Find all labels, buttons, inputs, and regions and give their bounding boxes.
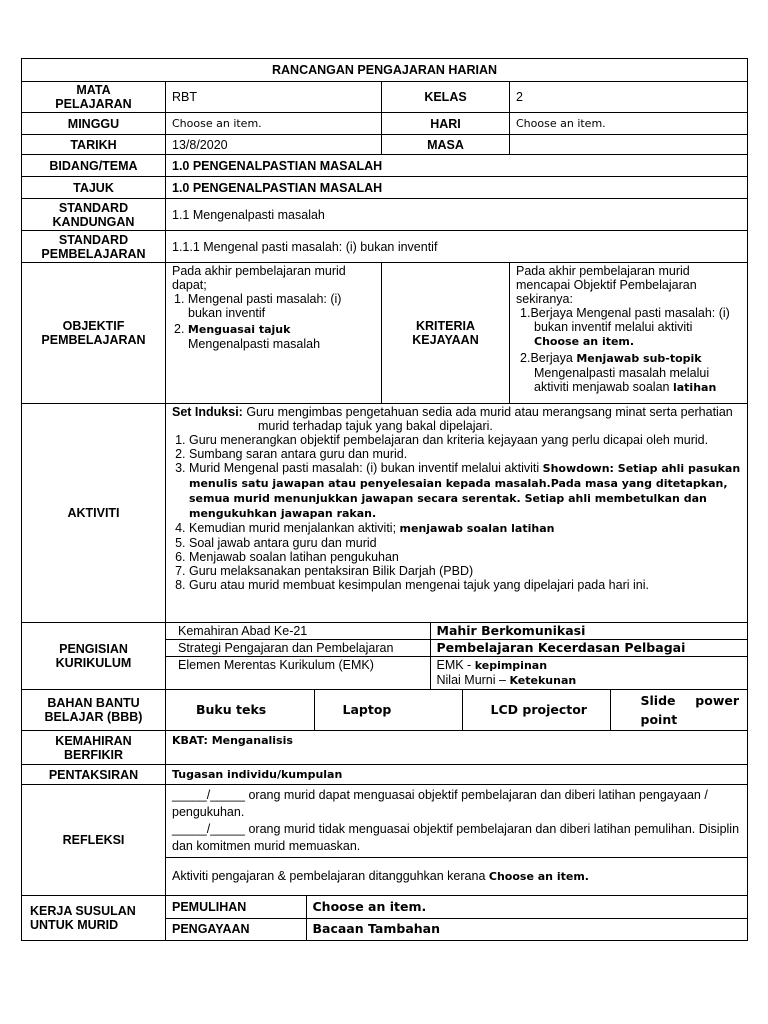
kelas-value[interactable]: 2: [510, 82, 748, 113]
aktiviti-steps: [172, 433, 741, 592]
kriteria-intro: Pada akhir pembelajaran murid mencapai Objektif Pembelajaran sekiranya:: [516, 264, 697, 306]
bbb-label: BAHAN BANTU BELAJAR (BBB): [22, 690, 166, 731]
bbb-content: [166, 690, 748, 731]
kriteria-content[interactable]: [510, 263, 748, 404]
bbb-item[interactable]: LCD projector: [462, 690, 610, 730]
minggu-label: MINGGU: [22, 113, 166, 135]
bbb-item[interactable]: Slide power point: [610, 690, 747, 730]
aktiviti-content[interactable]: [166, 404, 748, 623]
susulan-content: [166, 896, 748, 941]
standard-pembelajaran-label: STANDARD PEMBELAJARAN: [22, 231, 166, 263]
kriteria-label: KRITERIA KEJAYAAN: [382, 263, 510, 404]
pengisian-r2-label: Strategi Pengajaran dan Pembelajaran: [166, 640, 430, 657]
aktiviti-step: 3. Murid Mengenal pasti masalah: (i) bukan inventif melalui aktiviti Showdown: Setiap ahli pasukan menulis satu jawapan atau penyelesaian kepada masalah.Pada masa yang ditetapkan, semua murid menunjukkan jawapan secara serentak. Setiap ahli membetulkan dan mengukuhkan jawapan rakan.: [189, 461, 741, 521]
masa-label: MASA: [382, 135, 510, 155]
minggu-dropdown[interactable]: Choose an item.: [166, 113, 382, 135]
objektif-content[interactable]: [166, 263, 382, 404]
tarikh-label: TARIKH: [22, 135, 166, 155]
standard-pembelajaran-value[interactable]: 1.1.1 Mengenal pasti masalah: (i) bukan inventif: [166, 231, 748, 263]
pengisian-r2-value[interactable]: Pembelajaran Kecerdasan Pelbagai: [430, 640, 747, 657]
bidang-value[interactable]: 1.0 PENGENALPASTIAN MASALAH: [166, 155, 748, 177]
kriteria-item-2: 2.Berjaya Menjawab sub-topik Mengenalpasti masalah melalui aktiviti menjawab soalan latihan: [520, 351, 717, 394]
lesson-plan-table: [21, 58, 748, 941]
bidang-label: BIDANG/TEMA: [22, 155, 166, 177]
objektif-label: OBJEKTIF PEMBELAJARAN: [22, 263, 166, 404]
masa-value[interactable]: [510, 135, 748, 155]
tarikh-value[interactable]: 13/8/2020: [166, 135, 382, 155]
set-induksi: Set Induksi: Guru mengimbas pengetahuan sedia ada murid atau merangsang minat serta perhatian murid terhadap tajuk yang bakal dipelajari.: [172, 405, 733, 433]
aktiviti-step: 4. Kemudian murid menjalankan aktiviti; menjawab soalan latihan: [189, 521, 741, 536]
mata-pelajaran-label: MATA PELAJARAN: [22, 82, 166, 113]
aktiviti-step: 7. Guru melaksanakan pentaksiran Bilik Darjah (PBD): [189, 564, 741, 578]
pengayaan-value[interactable]: Bacaan Tambahan: [306, 918, 747, 940]
kriteria-item-1: 1.Berjaya Mengenal pasti masalah: (i) bukan inventif melalui aktiviti Choose an item.: [520, 306, 730, 348]
pengisian-r3-label: Elemen Merentas Kurikulum (EMK): [166, 657, 430, 690]
aktiviti-step: 1. Guru menerangkan objektif pembelajaran dan kriteria kejayaan yang perlu dicapai oleh murid.: [189, 433, 741, 447]
aktiviti-step: 8. Guru atau murid membuat kesimpulan mengenai tajuk yang dipelajari pada hari ini.: [189, 578, 741, 592]
pengisian-label: PENGISIAN KURIKULUM: [22, 623, 166, 690]
susulan-label: KERJA SUSULAN UNTUK MURID: [22, 896, 166, 941]
bbb-item[interactable]: Laptop: [314, 690, 462, 730]
pengisian-r1-value[interactable]: Mahir Berkomunikasi: [430, 623, 747, 640]
kelas-label: KELAS: [382, 82, 510, 113]
pengisian-r1-label: Kemahiran Abad Ke-21: [166, 623, 430, 640]
tajuk-value[interactable]: 1.0 PENGENALPASTIAN MASALAH: [166, 177, 748, 199]
pentaksiran-label: PENTAKSIRAN: [22, 765, 166, 785]
standard-kandungan-label: STANDARD KANDUNGAN: [22, 199, 166, 231]
pemulihan-label: PEMULIHAN: [166, 896, 306, 918]
objektif-item-1: 1. Mengenal pasti masalah: (i) bukan inventif: [174, 292, 342, 320]
aktiviti-step: 5. Soal jawab antara guru dan murid: [189, 536, 741, 550]
refleksi-line-3[interactable]: Aktiviti pengajaran & pembelajaran ditangguhkan kerana Choose an item.: [172, 868, 589, 883]
kemahiran-value[interactable]: KBAT: Menganalisis: [166, 731, 748, 765]
objektif-intro: Pada akhir pembelajaran murid dapat;: [172, 264, 346, 292]
refleksi-label: REFLEKSI: [22, 785, 166, 896]
objektif-item-2: 2. Menguasai tajuk Mengenalpasti masalah: [174, 322, 321, 351]
refleksi-line-1: _____/_____ orang murid dapat menguasai objektif pembelajaran dan diberi latihan pengayaan / pengukuhan.: [172, 788, 708, 819]
kemahiran-label: KEMAHIRAN BERFIKIR: [22, 731, 166, 765]
hari-label: HARI: [382, 113, 510, 135]
pentaksiran-value[interactable]: Tugasan individu/kumpulan: [166, 765, 748, 785]
lesson-plan-sheet: [21, 58, 747, 941]
bbb-item[interactable]: Buku teks: [166, 690, 314, 730]
aktiviti-label: AKTIVITI: [22, 404, 166, 623]
pengayaan-label: PENGAYAAN: [166, 918, 306, 940]
refleksi-lines[interactable]: [166, 785, 747, 857]
pemulihan-dropdown[interactable]: Choose an item.: [306, 896, 747, 918]
pengisian-content: [166, 623, 748, 690]
pengisian-r3-value[interactable]: EMK - kepimpinan Nilai Murni – Ketekunan: [430, 657, 747, 690]
standard-kandungan-value[interactable]: 1.1 Mengenalpasti masalah: [166, 199, 748, 231]
mata-pelajaran-value[interactable]: RBT: [166, 82, 382, 113]
refleksi-content: [166, 785, 748, 896]
aktiviti-step: 6. Menjawab soalan latihan pengukuhan: [189, 550, 741, 564]
plan-title: RANCANGAN PENGAJARAN HARIAN: [22, 59, 748, 82]
refleksi-line-2: _____/_____ orang murid tidak menguasai objektif pembelajaran dan diberi latihan pemulihan. Disiplin dan komitmen murid memuaskan.: [172, 822, 740, 853]
aktiviti-step: 2. Sumbang saran antara guru dan murid.: [189, 447, 741, 461]
hari-dropdown[interactable]: Choose an item.: [510, 113, 748, 135]
tajuk-label: TAJUK: [22, 177, 166, 199]
